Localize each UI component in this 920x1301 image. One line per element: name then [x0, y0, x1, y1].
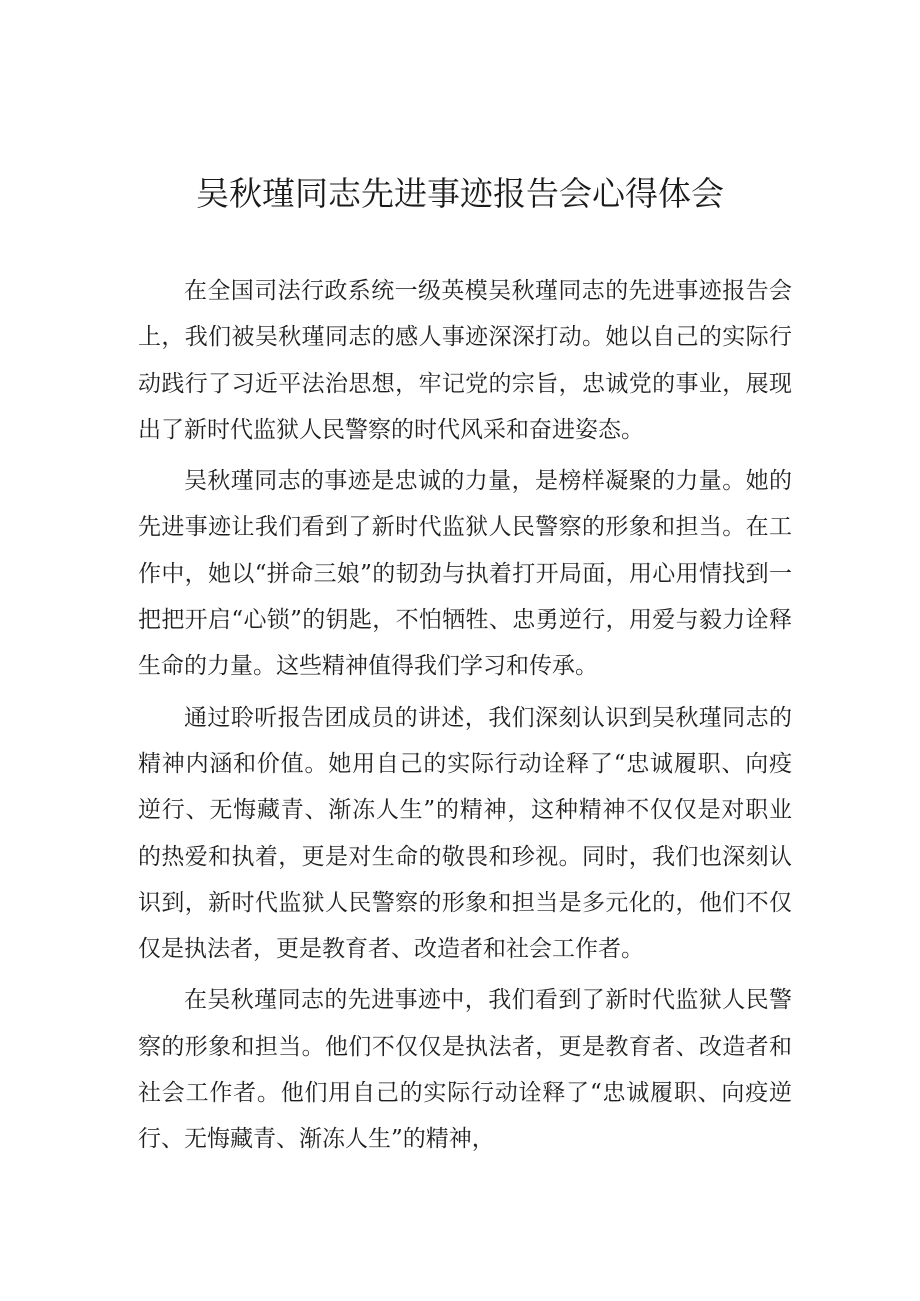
page-title: 吴秋瑾同志先进事迹报告会心得体会: [196, 174, 724, 213]
paragraph-2: 吴秋瑾同志的事迹是忠诚的力量，是榜样凝聚的力量。她的先进事迹让我们看到了新时代监狱人民警察的形象和担当。在工作中，她以“拼命三娘”的韧劲与执着打开局面，用心用情找到一把把开启“心锁”的钥匙，不怕牺牲、忠勇逆行，用爱与毅力诠释生命的力量。这些精神值得我们学习和传承。: [138, 468, 792, 680]
paragraph-1: 在全国司法行政系统一级英模吴秋瑾同志的先进事迹报告会上，我们被吴秋瑾同志的感人事迹深深打动。她以自己的实际行动践行了习近平法治思想，牢记党的宗旨，忠诚党的事业，展现出了新时代监狱人民警察的时代风采和奋进姿态。: [138, 278, 792, 443]
paragraph-3: 通过聆听报告团成员的讲述，我们深刻认识到吴秋瑾同志的精神内涵和价值。她用自己的实际行动诠释了“忠诚履职、向疫逆行、无悔藏青、渐冻人生”的精神，这种精神不仅仅是对职业的热爱和执着，更是对生命的敬畏和珍视。同时，我们也深刻认识到，新时代监狱人民警察的形象和担当是多元化的，他们不仅仅是执法者，更是教育者、改造者和社会工作者。: [138, 704, 792, 963]
paragraph-4: 在吴秋瑾同志的先进事迹中，我们看到了新时代监狱人民警察的形象和担当。他们不仅仅是执法者，更是教育者、改造者和社会工作者。他们用自己的实际行动诠释了“忠诚履职、向疫逆行、无悔藏青、渐冻人生”的精神，: [138, 987, 792, 1153]
document-body: [138, 268, 792, 1168]
